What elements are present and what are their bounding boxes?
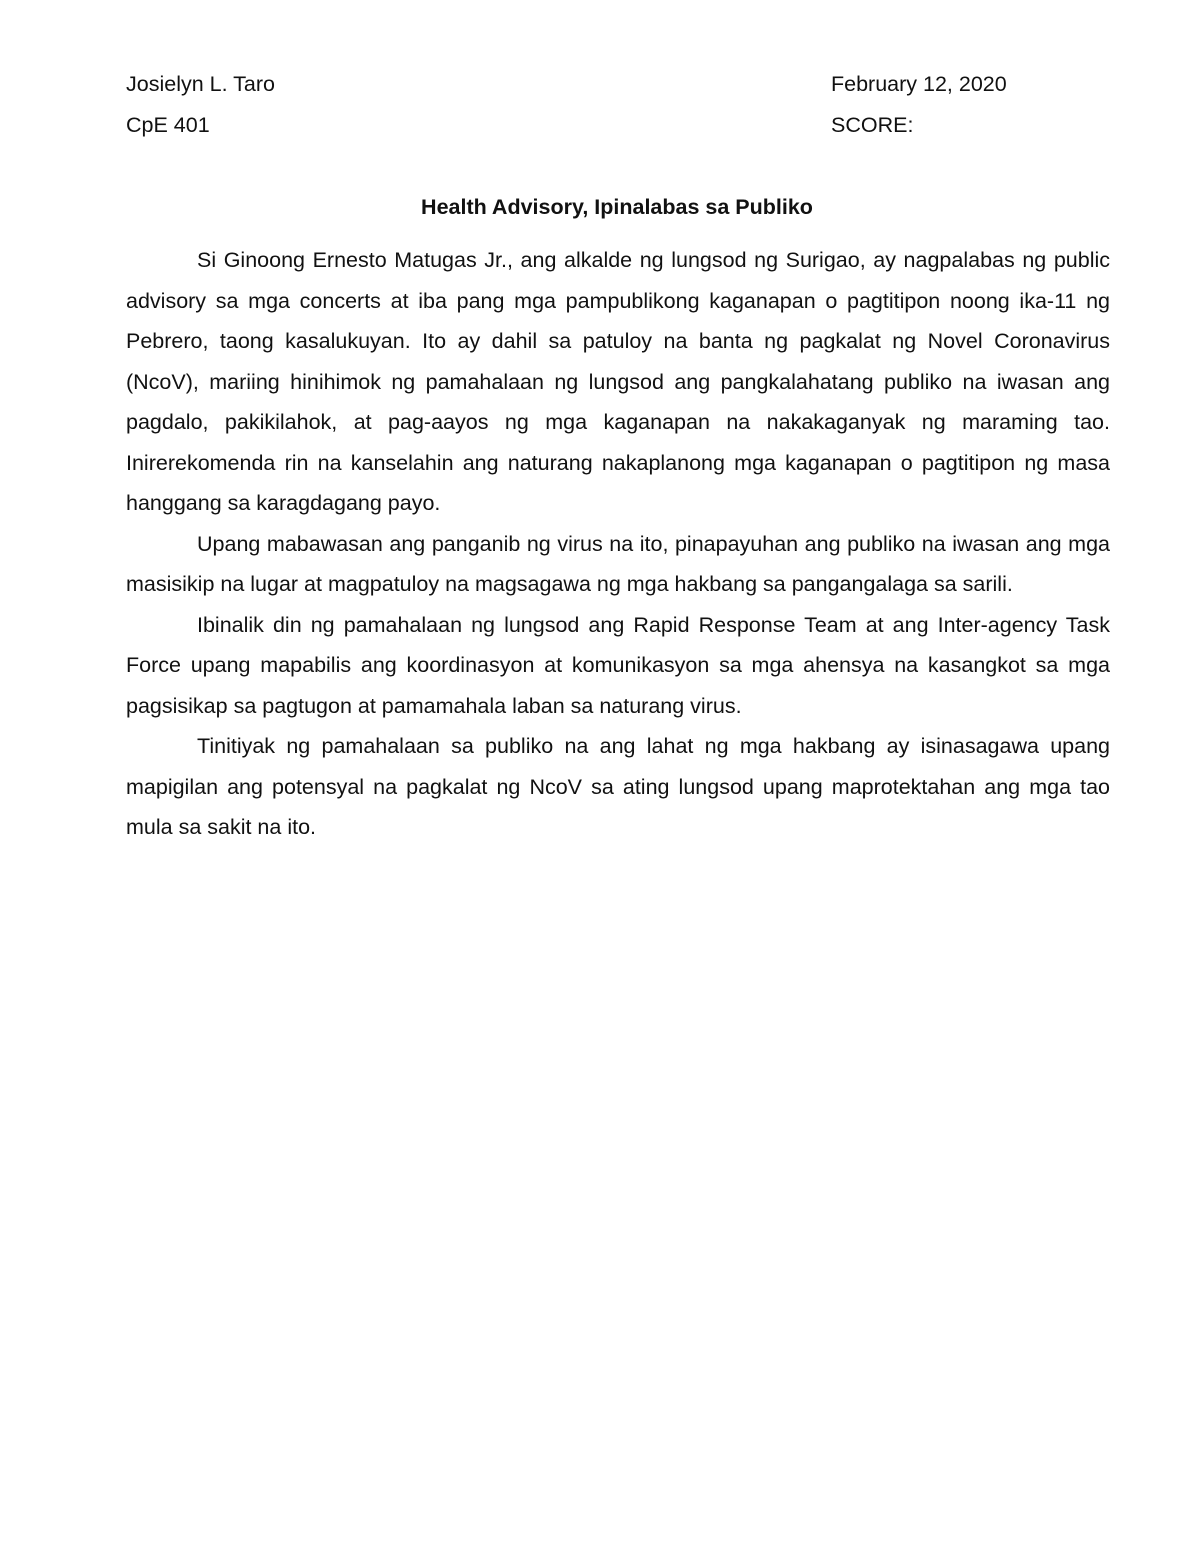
document-title: Health Advisory, Ipinalabas sa Publiko	[421, 195, 813, 219]
document-body	[126, 240, 1110, 848]
paragraph: Si Ginoong Ernesto Matugas Jr., ang alkalde ng lungsod ng Surigao, ay nagpalabas ng public advisory sa mga concerts at iba pang mga pampublikong kaganapan o pagtitipon noong ika-11 ng Pebrero, taong kasalukuyan. Ito ay dahil sa patuloy na banta ng pagkalat ng Novel Coronavirus (NcoV), mariing hinihimok ng pamahalaan ng lungsod ang pangkalahatang publiko na iwasan ang pagdalo, pakikilahok, at pag-aayos ng mga kaganapan na nakakaganyak ng maraming tao. Inirerekomenda rin na kanselahin ang naturang nakaplanong mga kaganapan o pagtitipon ng masa hanggang sa karagdagang payo.	[126, 248, 1110, 515]
paragraph: Ibinalik din ng pamahalaan ng lungsod ang Rapid Response Team at ang Inter-agency Task Force upang mapabilis ang koordinasyon at komunikasyon sa mga ahensya na kasangkot sa mga pagsisikap sa pagtugon at pamamahala laban sa naturang virus.	[126, 612, 1110, 718]
author-name: Josielyn L. Taro	[126, 72, 275, 96]
paragraph: Tinitiyak ng pamahalaan sa publiko na ang lahat ng mga hakbang ay isinasagawa upang mapigilan ang potensyal na pagkalat ng NcoV sa ating lungsod upang maprotektahan ang mga tao mula sa sakit na ito.	[126, 734, 1110, 839]
score-label: SCORE:	[831, 113, 914, 137]
course-code: CpE 401	[126, 113, 210, 137]
document-date: February 12, 2020	[831, 72, 1007, 96]
paragraph: Upang mabawasan ang panganib ng virus na ito, pinapayuhan ang publiko na iwasan ang mga masisikip na lugar at magpatuloy na magsagawa ng mga hakbang sa pangangalaga sa sarili.	[126, 531, 1110, 596]
